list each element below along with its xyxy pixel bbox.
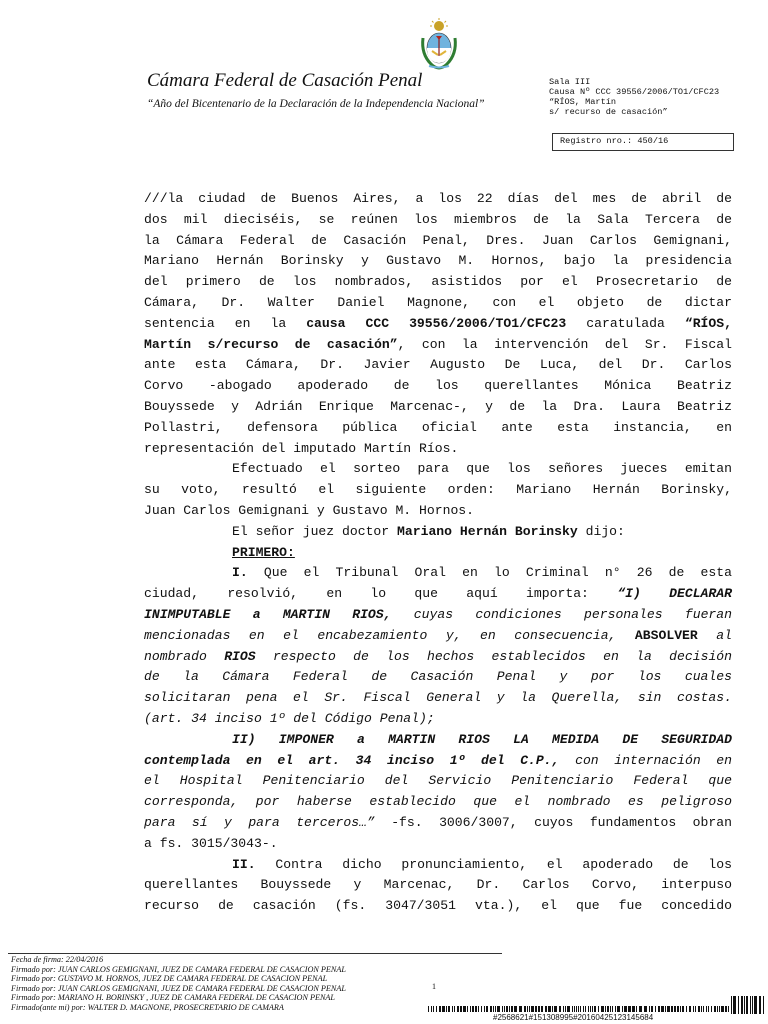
barcode-bar	[524, 1006, 526, 1012]
text-line	[144, 626, 732, 647]
barcode-bar	[706, 1006, 707, 1012]
barcode-bar	[497, 1006, 500, 1012]
barcode-bar	[750, 996, 751, 1014]
barcode-bar	[703, 1006, 704, 1012]
barcode-bar	[588, 1006, 589, 1012]
barcode-bar	[665, 1006, 666, 1012]
text-line	[144, 647, 732, 668]
barcode-bar	[708, 1006, 709, 1012]
barcode-bar	[439, 1006, 441, 1012]
text-line: dos mil dieciséis, se reúnen los miembros de la Sala Tercera de	[144, 211, 732, 227]
barcode-bar	[682, 1006, 684, 1012]
barcode-bar	[506, 1006, 508, 1012]
barcode-bar	[695, 1006, 696, 1012]
text-run: , con la intervención del Sr. Fiscal	[397, 336, 732, 352]
barcode-bar	[554, 1006, 557, 1012]
footer-line: Firmado por: MARIANO H. BORINSKY , JUEZ DE CAMARA FEDERAL DE CASACION PENAL	[11, 993, 335, 1003]
quote-run: cuyas condiciones personales fueran	[391, 606, 733, 622]
barcode-bar	[628, 1006, 631, 1012]
barcode-bar	[711, 1006, 712, 1012]
barcode-bar	[519, 1006, 522, 1012]
argentine-coat-of-arms-icon	[417, 18, 461, 70]
barcode-bar	[590, 1006, 591, 1012]
text-line: el Hospital Penitenciario del Servicio Penitenciario Federal que	[144, 773, 732, 789]
case-number: causa CCC 39556/2006/TO1/CFC23	[306, 315, 567, 331]
barcode-bar	[624, 1006, 627, 1012]
court-name: Cámara Federal de Casación Penal	[147, 70, 423, 91]
footer-line: Firmado(ante mi) por: WALTER D. MAGNONE, PROSECRETARIO DE CAMARA	[11, 1002, 284, 1012]
text-run: El señor juez doctor	[232, 523, 398, 539]
barcode-bar	[552, 1006, 553, 1012]
barcode-bar	[632, 1006, 635, 1012]
barcode-bar	[442, 1006, 445, 1012]
barcode-bar	[428, 1006, 429, 1012]
quote-run: mencionadas en el encabezamiento y, en consecuencia,	[144, 627, 635, 643]
barcode-bar	[754, 996, 757, 1014]
barcode-bar	[470, 1006, 471, 1012]
text-line: de la Cámara Federal de Casación Penal y por los cuales	[144, 669, 732, 685]
barcode-bar	[431, 1006, 432, 1012]
case-info	[549, 77, 719, 117]
section-number: II.	[232, 856, 256, 872]
barcode-bar	[731, 996, 732, 1014]
barcode-bar	[495, 1006, 496, 1012]
barcode-bar	[511, 1006, 513, 1012]
text-line: su voto, resultó el siguiente orden: Mariano Hernán Borinsky,	[144, 482, 732, 498]
heading-primero: PRIMERO:	[232, 544, 295, 560]
paragraph-opening	[144, 189, 732, 459]
barcode-bar	[598, 1006, 599, 1012]
page-number: 1	[432, 982, 436, 991]
text-run: ciudad, resolvió, en lo que aquí importa:	[144, 586, 618, 602]
text-line	[144, 563, 732, 584]
footer-line: Firmado por: JUAN CARLOS GEMIGNANI, JUEZ DE CAMARA FEDERAL DE CASACION PENAL	[11, 964, 346, 974]
text-line: Juan Carlos Gemignani y Gustavo M. Hornos.	[144, 502, 475, 518]
barcode-bar	[448, 1006, 450, 1012]
barcode-bar	[436, 1006, 437, 1012]
barcode-bar	[535, 1006, 537, 1012]
barcode-bar	[538, 1006, 540, 1012]
barcode-bar	[504, 1006, 505, 1012]
barcode-bar	[481, 1006, 482, 1012]
case-info-line: Causa Nº CCC 39556/2006/TO1/CFC23	[549, 87, 720, 97]
quote-run: al	[697, 627, 732, 643]
case-info-line: Sala III	[549, 77, 591, 87]
barcode-bar	[721, 1006, 724, 1012]
heading-primero-line	[144, 543, 732, 564]
text-line: corresponda, por haberse establecido que el nombrado es peligroso	[144, 794, 732, 810]
barcode-bar	[752, 996, 753, 1014]
case-caption: “RÍOS,	[684, 315, 732, 331]
text-line: ante esta Cámara, Dr. Javier Augusto De Luca, del Dr. Carlos	[144, 357, 732, 373]
barcode-bar	[463, 1006, 466, 1012]
quote-run: con internación en	[559, 752, 733, 768]
barcode-bar	[649, 1006, 650, 1012]
text-line: representación del imputado Martín Ríos.	[144, 440, 459, 456]
quote-run: para sí y para terceros…”	[144, 814, 375, 830]
barcode-bar	[617, 1006, 620, 1012]
barcode-bar	[719, 1006, 720, 1012]
text-line: Bouyssede y Adrián Enrique Marcenac-, y de la Dra. Laura Beatriz	[144, 398, 732, 414]
case-info-line: “RÍOS, Martín	[549, 97, 617, 107]
signature-footer	[11, 955, 346, 1013]
barcode-bar	[725, 1006, 727, 1012]
footer-line: Firmado por: GUSTAVO M. HORNOS, JUEZ DE CAMARA FEDERAL DE CASACION PENAL	[11, 974, 328, 984]
barcode-bar	[607, 1006, 609, 1012]
barcode-bar	[509, 1006, 510, 1012]
text-line: la Cámara Federal de Casación Penal, Dres. Juan Carlos Gemignani,	[144, 232, 732, 248]
barcode-bar	[572, 1006, 573, 1012]
barcode-bar	[689, 1006, 691, 1012]
barcode-bar	[733, 996, 736, 1014]
registro-box: Registro nro.: 450/16	[552, 133, 734, 151]
text-line: a fs. 3015/3043-.	[144, 835, 278, 851]
barcode-bar	[661, 1006, 664, 1012]
barcode-bar	[728, 1006, 729, 1012]
barcode-bar	[486, 1006, 488, 1012]
text-line	[144, 813, 732, 834]
quote-run: RIOS	[224, 648, 256, 664]
text-run: Contra dicho pronunciamiento, el apoderado de los	[255, 856, 732, 872]
barcode-bar	[541, 1006, 543, 1012]
barcode-bar	[454, 1006, 455, 1012]
barcode-bar	[677, 1006, 679, 1012]
barcode-bar	[674, 1006, 676, 1012]
barcode-bar	[655, 1006, 656, 1012]
barcode-text: #2568621#151308995#20160425123145684	[493, 1013, 654, 1022]
barcode-bar	[658, 1006, 660, 1012]
text-run: Que el Tribunal Oral en lo Criminal n° 26 de esta	[247, 565, 732, 581]
section-number: I.	[232, 565, 248, 581]
barcode-bar	[639, 1006, 642, 1012]
footer-line: Firmado por: JUAN CARLOS GEMIGNANI, JUEZ DE CAMARA FEDERAL DE CASACION PENAL	[11, 983, 346, 993]
barcode-bar	[763, 996, 764, 1014]
barcode-bar	[472, 1006, 474, 1012]
barcode-bar	[478, 1006, 479, 1012]
motto: “Año del Bicentenario de la Declaración de la Independencia Nacional”	[147, 98, 485, 110]
text-line	[144, 584, 732, 605]
barcode-bar	[741, 996, 743, 1014]
quote-run: “I) DECLARAR	[617, 586, 732, 602]
quote-run: nombrado	[144, 648, 225, 664]
barcode-bar	[502, 1006, 503, 1012]
barcode-bar	[714, 1006, 716, 1012]
footer-divider	[8, 953, 502, 954]
barcode-bar	[484, 1006, 485, 1012]
paragraph-ii-quote	[144, 730, 732, 855]
barcode-bar	[446, 1006, 447, 1012]
text-run: caratulada	[566, 315, 685, 331]
barcode-bar	[490, 1006, 492, 1012]
text-line: del primero de los nombrados, asistidos por el Prosecretario de	[144, 274, 732, 290]
paragraph-ii	[144, 855, 732, 917]
paragraph-i	[144, 563, 732, 729]
text-line	[144, 314, 732, 335]
case-caption: Martín s/recurso de casación”	[144, 336, 398, 352]
text-line	[144, 751, 732, 772]
barcode-bar	[693, 1006, 694, 1012]
barcode-bar	[671, 1006, 673, 1012]
barcode-bar	[644, 1006, 647, 1012]
barcode-bar	[622, 1006, 623, 1012]
quote-run: contemplada en el art. 34 inciso 1º del C.P.,	[144, 752, 560, 768]
barcode-bar	[698, 1006, 700, 1012]
barcode-bar	[514, 1006, 517, 1012]
text-run: -fs. 3006/3007, cuyos fundamentos obran	[374, 814, 732, 830]
barcode-bar	[527, 1006, 528, 1012]
barcode-bar	[612, 1006, 613, 1012]
barcode-bar	[738, 996, 739, 1014]
barcode-bar	[717, 1006, 718, 1012]
barcode-bar	[610, 1006, 611, 1012]
barcode-bar	[651, 1006, 653, 1012]
barcode-bar	[559, 1006, 561, 1012]
document-body	[144, 189, 732, 917]
barcode-bar	[493, 1006, 494, 1012]
text-line: Corvo -abogado apoderado de los querellantes Mónica Beatriz	[144, 378, 732, 394]
barcode-bar	[605, 1006, 606, 1012]
paragraph-sorteo	[144, 459, 732, 521]
barcode-bar	[680, 1006, 681, 1012]
text-line: querellantes Bouyssede y Marcenac, Dr. Carlos Corvo, interpuso	[144, 877, 732, 893]
judge-name: Mariano Hernán Borinsky	[397, 523, 578, 539]
barcode-bar	[548, 1006, 551, 1012]
barcode-bar	[746, 996, 748, 1014]
barcode-bar	[686, 1006, 687, 1012]
barcode-bar	[467, 1006, 468, 1012]
barcode-bar	[457, 1006, 459, 1012]
barcode-bar	[578, 1006, 579, 1012]
text-line: (art. 34 inciso 1º del Código Penal);	[144, 710, 435, 726]
barcode-bar	[565, 1006, 566, 1012]
barcode-bar	[529, 1006, 530, 1012]
barcode-bar	[460, 1006, 462, 1012]
text-line	[144, 605, 732, 626]
barcode-bar	[615, 1006, 616, 1012]
text-line: ///la ciudad de Buenos Aires, a los 22 días del mes de abril de	[144, 191, 732, 206]
text-line	[144, 335, 732, 356]
barcode-bar	[580, 1006, 581, 1012]
text-line: Efectuado el sorteo para que los señores jueces emitan	[232, 461, 732, 477]
barcode-bar	[601, 1006, 604, 1012]
barcode-bar	[545, 1006, 547, 1012]
barcode-bar	[701, 1006, 702, 1012]
barcode-bar	[585, 1006, 586, 1012]
footer-line: Fecha de firma: 22/04/2016	[11, 955, 104, 964]
barcode-bar	[583, 1006, 584, 1012]
barcode-bar	[744, 996, 745, 1014]
text-line	[144, 855, 732, 876]
barcode-bar	[475, 1006, 477, 1012]
barcode-bar	[563, 1006, 564, 1012]
barcode-bar	[531, 1006, 534, 1012]
paragraph-judge-intro	[144, 522, 732, 543]
barcode-bar	[567, 1006, 570, 1012]
quote-run: respecto de los hechos establecidos en la decisión	[255, 648, 733, 664]
text-line: II) IMPONER a MARTIN RIOS LA MEDIDA DE SEGURIDAD	[232, 731, 732, 747]
quote-run: INIMPUTABLE a MARTIN RIOS,	[144, 606, 392, 622]
case-info-line: s/ recurso de casación”	[549, 107, 668, 117]
text-run: sentencia en la	[144, 315, 307, 331]
text-line: Cámara, Dr. Walter Daniel Magnone, con el objeto de dictar	[144, 294, 732, 310]
barcode-bar	[636, 1006, 637, 1012]
barcode-bar	[667, 1006, 670, 1012]
barcode-icon	[428, 988, 765, 1014]
text-line: Mariano Hernán Borinsky y Gustavo M. Hornos, bajo la presidencia	[144, 253, 732, 269]
barcode-bar	[433, 1006, 434, 1012]
barcode-bar	[594, 1006, 596, 1012]
text-line: Pollastri, defensora pública oficial ante esta instancia, en	[144, 419, 732, 435]
barcode-bar	[574, 1006, 575, 1012]
quote-run: ABSOLVER	[634, 627, 698, 643]
barcode-bar	[576, 1006, 577, 1012]
barcode-bar	[452, 1006, 453, 1012]
barcode-bar	[759, 996, 761, 1014]
barcode-bar	[592, 1006, 593, 1012]
text-line: recurso de casación (fs. 3047/3051 vta.), el que fue concedido	[144, 898, 732, 914]
text-line: solicitaran pena el Sr. Fiscal General y la Querella, sin costas.	[144, 690, 732, 706]
text-run: dijo:	[577, 523, 625, 539]
